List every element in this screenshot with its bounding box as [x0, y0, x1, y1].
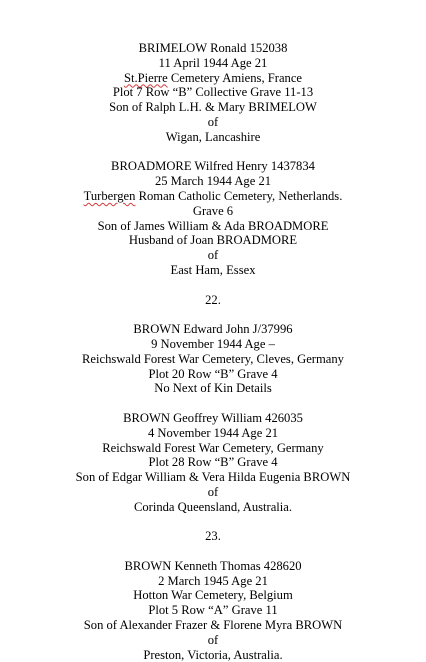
entry-line: 2 March 1945 Age 21	[158, 573, 268, 588]
entry-line: Reichswald Forest War Cemetery, Germany	[102, 440, 324, 455]
entry-line: BRIMELOW Ronald 152038	[138, 41, 288, 55]
entry-line: Son of Alexander Frazer & Florene Myra BROWN	[83, 618, 343, 633]
entry-line: 25 March 1944 Age 21	[154, 174, 272, 189]
entry-line: East Ham, Essex	[170, 262, 256, 277]
entry-line: of	[207, 114, 219, 129]
entry-line: BROWN Geoffrey William 426035	[123, 410, 303, 425]
entry-line: Plot 20 Row “B” Grave 4	[148, 366, 278, 381]
casualty-entry	[0, 559, 426, 662]
entry-line: Son of Ralph L.H. & Mary BRIMELOW	[109, 100, 317, 115]
entry-line: Grave 6	[192, 203, 234, 218]
entry-line: Plot 28 Row “B” Grave 4	[148, 455, 278, 470]
blank-line	[0, 145, 426, 160]
spellcheck-word: Turbergen	[83, 188, 136, 203]
page-number: 23.	[205, 529, 221, 544]
line-text: Cemetery Amiens, France	[167, 70, 303, 85]
entry-line: Reichswald Forest War Cemetery, Cleves, Germany	[82, 351, 344, 366]
entry-line: Corinda Queensland, Australia.	[133, 499, 293, 514]
entry-line: Preston, Victoria, Australia.	[143, 647, 283, 662]
entry-line: Son of Edgar William & Vera Hilda Eugenia BROWN	[75, 470, 351, 485]
entry-line	[0, 71, 426, 86]
blank-line	[0, 307, 426, 322]
entry-line: Plot 5 Row “A” Grave 11	[148, 603, 278, 618]
entry-line: BROWN Kenneth Thomas 428620	[124, 558, 302, 573]
entry-line: of	[207, 248, 219, 263]
page-number: 22.	[205, 292, 221, 307]
casualty-entry	[0, 41, 426, 145]
entry-line	[0, 189, 426, 204]
entry-line: Wigan, Lancashire	[165, 129, 261, 144]
blank-line	[0, 515, 426, 530]
entry-line: No Next of Kin Details	[154, 381, 272, 396]
line-text: Roman Catholic Cemetery, Netherlands.	[135, 188, 343, 203]
entry-line: Son of James William & Ada BROADMORE	[97, 218, 329, 233]
entry-line: Plot 7 Row “B” Collective Grave 11-13	[112, 85, 314, 100]
entry-line: 9 November 1944 Age –	[151, 336, 275, 351]
casualty-entry	[0, 159, 426, 277]
entry-line: of	[207, 632, 219, 647]
casualty-entry	[0, 411, 426, 515]
spellcheck-word: St.Pierre	[123, 70, 168, 85]
entry-line: BROWN Edward John J/37996	[133, 322, 293, 337]
entry-line: Husband of Joan BROADMORE	[128, 233, 298, 248]
blank-line	[0, 396, 426, 411]
entry-line: of	[207, 484, 219, 499]
entry-line: Hotton War Cemetery, Belgium	[133, 588, 293, 603]
entry-line: 4 November 1944 Age 21	[147, 425, 279, 440]
blank-line	[0, 278, 426, 293]
entry-line: BROADMORE Wilfred Henry 1437834	[111, 159, 315, 174]
blank-line	[0, 544, 426, 559]
casualty-entry	[0, 322, 426, 396]
entry-line: 11 April 1944 Age 21	[158, 55, 268, 70]
